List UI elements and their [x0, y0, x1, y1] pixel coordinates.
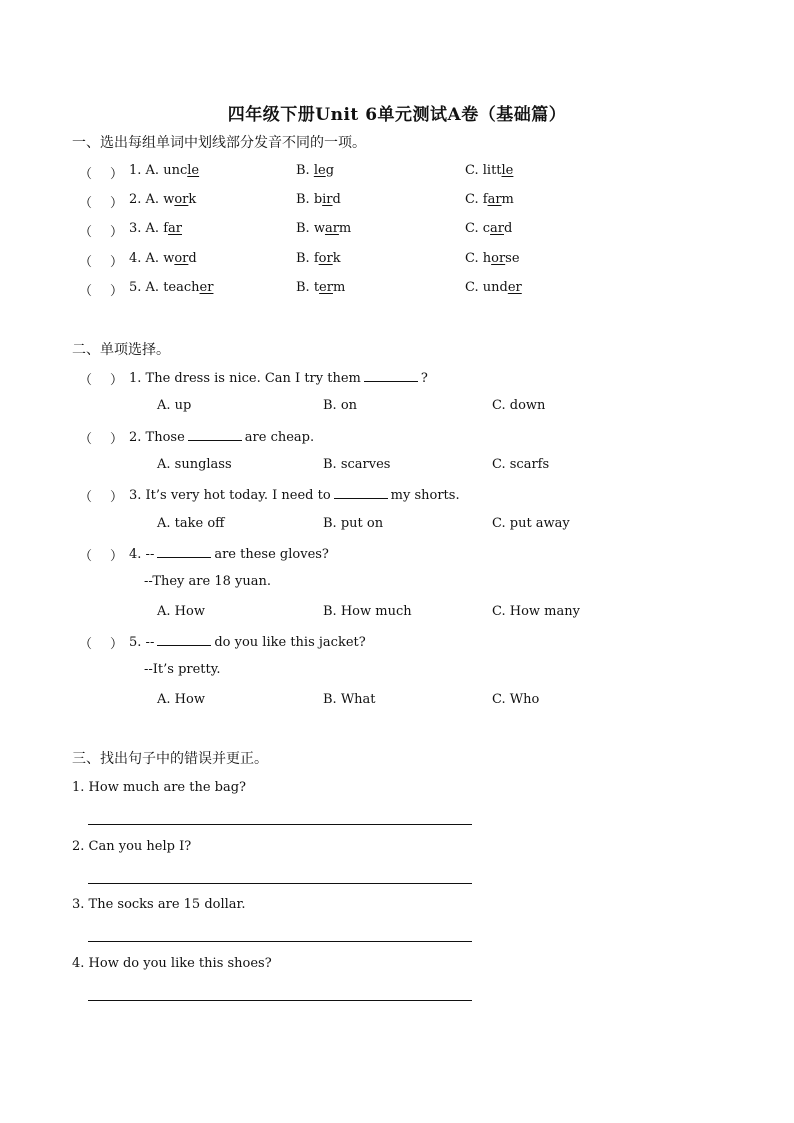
- question-text: 4. -- are these gloves?: [129, 547, 329, 562]
- sentence-text: 3. The socks are 15 dollar.: [72, 897, 246, 912]
- question-text: 5. -- do you like this jacket?: [129, 635, 366, 650]
- option-b: B. warm: [296, 221, 352, 236]
- option-a: A. How: [157, 604, 205, 619]
- mc-question-4: [0, 545, 794, 567]
- mc-question-1: [0, 369, 794, 391]
- blank-line: [188, 428, 242, 441]
- option-a: A. up: [157, 398, 192, 413]
- option-a: 3. A. far: [129, 221, 182, 236]
- option-a: A. How: [157, 692, 205, 707]
- blank-line: [157, 545, 211, 558]
- answer-paren-open: （: [79, 490, 93, 505]
- phonics-item-1: [0, 163, 794, 185]
- mc-options-4: [0, 604, 794, 626]
- answer-paren-open: （: [79, 432, 93, 447]
- answer-paren-close: ）: [110, 225, 124, 240]
- option-b: B. put on: [323, 516, 384, 531]
- answer-paren-close: ）: [110, 255, 124, 270]
- question-text: 2. Those are cheap.: [129, 430, 315, 445]
- correction-item-2: [0, 839, 794, 861]
- mc-options-5: [0, 692, 794, 714]
- sentence-text: 4. How do you like this shoes?: [72, 956, 272, 971]
- question-text: 3. It’s very hot today. I need to my shorts.: [129, 488, 460, 503]
- option-c: C. farm: [465, 192, 514, 207]
- mc-options-3: [0, 516, 794, 538]
- phonics-item-3: [0, 221, 794, 243]
- option-b: B. What: [323, 692, 376, 707]
- answer-paren-close: ）: [110, 373, 124, 388]
- sentence-text: 2. Can you help I?: [72, 839, 192, 854]
- page-title: 四年级下册Unit 6单元测试A卷（基础篇）: [227, 105, 567, 125]
- option-c: C. scarfs: [492, 457, 550, 472]
- answer-paren-close: ）: [110, 432, 124, 447]
- reply-text: --They are 18 yuan.: [144, 574, 271, 589]
- option-a: 4. A. word: [129, 251, 197, 266]
- answer-paren-close: ）: [110, 196, 124, 211]
- option-a: A. take off: [157, 516, 225, 531]
- answer-paren-open: （: [79, 225, 93, 240]
- mc-options-1: [0, 398, 794, 420]
- option-a: 1. A. uncle: [129, 163, 200, 178]
- answer-paren-open: （: [79, 637, 93, 652]
- option-c: C. down: [492, 398, 546, 413]
- reply-text: --It’s pretty.: [144, 662, 221, 677]
- answer-paren-close: ）: [110, 490, 124, 505]
- option-c: C. put away: [492, 516, 570, 531]
- correction-item-3: [0, 897, 794, 919]
- mc-question-3: [0, 486, 794, 508]
- section2-heading: 二、单项选择。: [72, 342, 170, 358]
- option-c: C. card: [465, 221, 513, 236]
- section1-heading: 一、选出每组单词中划线部分发音不同的一项。: [72, 135, 366, 151]
- answer-paren-open: （: [79, 167, 93, 182]
- correction-item-1: [0, 780, 794, 802]
- answer-line[interactable]: [88, 941, 472, 942]
- answer-line[interactable]: [88, 883, 472, 884]
- answer-paren-open: （: [79, 284, 93, 299]
- answer-paren-open: （: [79, 549, 93, 564]
- option-b: B. How much: [323, 604, 412, 619]
- correction-item-4: [0, 956, 794, 978]
- option-c: C. How many: [492, 604, 580, 619]
- dialogue-reply-4: [0, 574, 794, 596]
- option-b: B. leg: [296, 163, 335, 178]
- phonics-item-4: [0, 251, 794, 273]
- phonics-item-2: [0, 192, 794, 214]
- answer-line[interactable]: [88, 1000, 472, 1001]
- option-a: A. sunglass: [157, 457, 232, 472]
- section3-heading: 三、找出句子中的错误并更正。: [72, 751, 268, 767]
- answer-paren-close: ）: [110, 549, 124, 564]
- option-c: C. little: [465, 163, 514, 178]
- answer-paren-close: ）: [110, 637, 124, 652]
- answer-line[interactable]: [88, 824, 472, 825]
- option-b: B. term: [296, 280, 346, 295]
- option-b: B. scarves: [323, 457, 391, 472]
- dialogue-reply-5: [0, 662, 794, 684]
- option-b: B. on: [323, 398, 358, 413]
- option-c: C. under: [465, 280, 522, 295]
- blank-line: [334, 486, 388, 499]
- option-b: B. bird: [296, 192, 341, 207]
- question-text: 1. The dress is nice. Can I try them ?: [129, 371, 428, 386]
- blank-line: [157, 633, 211, 646]
- option-c: C. Who: [492, 692, 540, 707]
- option-b: B. fork: [296, 251, 341, 266]
- option-c: C. horse: [465, 251, 520, 266]
- answer-paren-open: （: [79, 373, 93, 388]
- option-a: 2. A. work: [129, 192, 197, 207]
- answer-paren-open: （: [79, 255, 93, 270]
- phonics-item-5: [0, 280, 794, 302]
- blank-line: [364, 369, 418, 382]
- answer-paren-close: ）: [110, 167, 124, 182]
- mc-options-2: [0, 457, 794, 479]
- sentence-text: 1. How much are the bag?: [72, 780, 247, 795]
- option-a: 5. A. teacher: [129, 280, 214, 295]
- mc-question-5: [0, 633, 794, 655]
- mc-question-2: [0, 428, 794, 450]
- answer-paren-close: ）: [110, 284, 124, 299]
- answer-paren-open: （: [79, 196, 93, 211]
